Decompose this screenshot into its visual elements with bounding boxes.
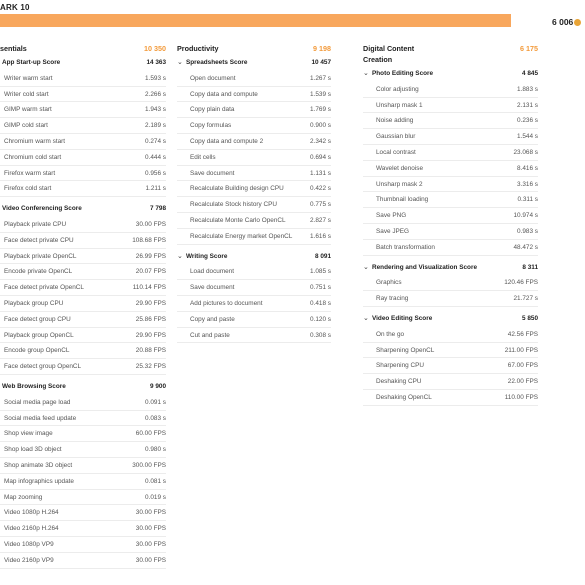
result-name: Social media page load [4,398,71,406]
result-name: Ray tracing [376,295,409,303]
result-value: 42.56 FPS [507,330,538,338]
group-score: 8 311 [522,263,538,271]
result-row [0,312,166,328]
result-name: Copy formulas [190,122,232,130]
result-name: Recalculate Energy market OpenCL [190,232,293,240]
group-title: Video Editing Score [372,314,433,322]
result-row [177,296,331,312]
result-row [363,275,538,291]
result-name: Save document [190,284,235,292]
result-row [0,521,166,537]
column-score: 6 175 [520,44,538,53]
result-value: 1.131 s [310,169,331,177]
result-name: Video 2160p H.264 [4,525,59,533]
result-row [363,82,538,98]
total-score-value: 6 006 [552,17,574,27]
group-spacer [0,375,166,378]
result-value: 30.00 FPS [135,556,166,564]
result-name: Sharpening CPU [376,362,424,370]
result-row [0,166,166,182]
result-row [0,102,166,118]
result-value: 0.956 s [145,169,166,177]
result-row [177,229,331,245]
column-header [363,43,538,54]
result-name: Shop animate 3D object [4,461,73,469]
result-row [363,374,538,390]
result-value: 67.00 FPS [507,362,538,370]
result-value: 1.267 s [310,74,331,82]
result-name: Wavelet denoise [376,164,424,172]
group-header[interactable] [363,311,538,327]
result-value: 2.827 s [310,216,331,224]
result-row [0,249,166,265]
result-name: Social media feed update [4,414,77,422]
result-name: Recalculate Monte Carlo OpenCL [190,216,286,224]
result-row [363,192,538,208]
result-value: 21.727 s [513,295,538,303]
result-row [0,426,166,442]
result-name: GIMP cold start [4,122,48,130]
result-row [0,150,166,166]
result-name: Edit cells [190,153,216,161]
result-name: Playback group CPU [4,299,64,307]
result-name: Batch transformation [376,243,435,251]
result-value: 3.316 s [517,180,538,188]
result-name: Face detect group CPU [4,315,71,323]
result-row [0,280,166,296]
result-name: Video 1080p H.264 [4,509,59,517]
result-name: Color adjusting [376,85,419,93]
result-value: 2.189 s [145,122,166,130]
result-name: Writer warm start [4,74,53,82]
result-value: 8.416 s [517,164,538,172]
result-row [363,343,538,359]
result-name: Thumbnail loading [376,196,429,204]
result-name: Open document [190,74,236,82]
result-value: 0.422 s [310,185,331,193]
column-title: sentials [0,44,27,53]
result-row [0,490,166,506]
result-name: Face detect group OpenCL [4,363,82,371]
result-row [177,197,331,213]
group-score: 5 850 [522,314,538,322]
result-row [363,390,538,406]
result-value: 0.019 s [145,493,166,501]
result-value: 120.46 FPS [504,279,538,287]
result-name: Face detect private OpenCL [4,284,84,292]
result-name: Playback private OpenCL [4,252,77,260]
result-name: Unsharp mask 2 [376,180,423,188]
group-header[interactable] [177,55,331,71]
result-row [177,118,331,134]
result-row [363,177,538,193]
result-value: 0.311 s [517,196,538,204]
progress-bar-fill [0,14,511,27]
result-value: 1.085 s [310,268,331,276]
result-row [0,296,166,312]
result-value: 20.07 FPS [135,268,166,276]
result-value: 30.00 FPS [135,509,166,517]
result-value: 0.091 s [145,398,166,406]
result-row [363,327,538,343]
result-row [363,161,538,177]
result-name: Encode private OpenCL [4,268,73,276]
column-header [0,43,166,54]
result-name: Copy data and compute 2 [190,137,264,145]
result-value: 29.90 FPS [135,299,166,307]
result-value: 0.236 s [517,117,538,125]
column-header [177,43,331,54]
group-title: Video Conferencing Score [2,205,82,213]
result-value: 0.444 s [145,153,166,161]
result-name: Copy plain data [190,106,235,114]
result-row [177,181,331,197]
group-spacer [363,256,538,259]
chevron-down-icon[interactable]: ⌄ [363,263,369,271]
result-name: Firefox cold start [4,185,52,193]
group-header [0,379,166,395]
result-name: Video 2160p VP9 [4,556,54,564]
result-name: Writer cold start [4,90,49,98]
group-score: 14 363 [146,59,166,66]
result-row [0,343,166,359]
column-title: Digital Content [363,44,415,53]
result-row [177,264,331,280]
result-value: 0.308 s [310,331,331,339]
result-name: Chromium cold start [4,153,62,161]
result-name: Video 1080p VP9 [4,540,54,548]
result-row [0,359,166,375]
chevron-down-icon[interactable]: ⌄ [177,59,183,66]
result-row [363,113,538,129]
result-value: 300.00 FPS [132,461,166,469]
group-score: 4 845 [522,70,538,77]
chevron-down-icon[interactable]: ⌄ [363,70,369,77]
result-value: 1.943 s [145,106,166,114]
column-title: Productivity [177,44,219,53]
result-value: 0.120 s [310,315,331,323]
total-score [552,17,581,27]
group-score: 10 457 [311,59,331,66]
result-name: Save JPEG [376,227,410,235]
result-row [0,553,166,569]
result-value: 48.472 s [513,243,538,251]
result-row [0,118,166,134]
group-score: 8 091 [315,252,331,260]
group-title: Spreadsheets Score [186,59,248,66]
column-score: 10 350 [144,44,166,53]
group-title: Photo Editing Score [372,70,434,77]
result-row [0,264,166,280]
result-row [0,395,166,411]
medal-icon [574,19,581,26]
result-name: Shop view image [4,430,53,438]
result-row [0,505,166,521]
result-row [363,145,538,161]
result-value: 2.131 s [517,101,538,109]
result-row [0,217,166,233]
group-spacer [0,197,166,200]
result-value: 110.00 FPS [504,393,538,401]
group-spacer [363,307,538,310]
result-value: 23.068 s [513,148,538,156]
result-name: Cut and paste [190,331,230,339]
result-row [177,150,331,166]
result-row [0,411,166,427]
result-row [363,98,538,114]
group-title: App Start-up Score [2,59,61,66]
result-row [177,328,331,344]
result-value: 25.86 FPS [135,315,166,323]
result-row [363,358,538,374]
result-name: Noise adding [376,117,414,125]
result-name: Unsharp mask 1 [376,101,423,109]
result-name: Load document [190,268,235,276]
result-row [363,208,538,224]
result-name: GIMP warm start [4,106,52,114]
result-value: 1.616 s [310,232,331,240]
result-row [0,134,166,150]
result-value: 1.544 s [517,133,538,141]
result-value: 30.00 FPS [135,540,166,548]
result-value: 0.083 s [145,414,166,422]
result-row [0,458,166,474]
group-header[interactable] [177,249,331,265]
result-value: 0.751 s [310,284,331,292]
result-name: Playback group OpenCL [4,331,74,339]
result-row [177,87,331,103]
chevron-down-icon[interactable]: ⌄ [363,314,369,322]
result-name: Gaussian blur [376,133,416,141]
result-row [363,291,538,307]
result-value: 0.694 s [310,153,331,161]
column-score: 9 198 [313,44,331,53]
result-name: Copy data and compute [190,90,258,98]
column-title-line2: Creation [363,55,393,64]
result-row [0,87,166,103]
group-title: Writing Score [186,252,228,260]
result-row [177,280,331,296]
result-row [0,233,166,249]
result-row [0,474,166,490]
result-name: Local contrast [376,148,416,156]
result-row [177,312,331,328]
result-value: 0.274 s [145,137,166,145]
result-value: 60.00 FPS [135,430,166,438]
result-name: Copy and paste [190,315,235,323]
group-header[interactable] [363,66,538,82]
result-value: 1.211 s [145,185,166,193]
result-value: 0.418 s [310,299,331,307]
results-column-essentials [0,43,166,569]
result-name: Chromium warm start [4,137,66,145]
group-score: 7 798 [150,205,166,213]
result-row [0,71,166,87]
result-row [177,102,331,118]
result-name: Map zooming [4,493,43,501]
result-value: 1.883 s [517,85,538,93]
result-value: 29.90 FPS [135,331,166,339]
result-value: 0.980 s [145,446,166,454]
result-name: Save document [190,169,235,177]
result-value: 211.00 FPS [504,346,538,354]
result-row [177,166,331,182]
result-value: 110.14 FPS [132,284,166,292]
result-row [177,71,331,87]
result-name: Encode group OpenCL [4,347,70,355]
result-name: On the go [376,330,405,338]
result-value: 25.32 FPS [135,363,166,371]
result-row [0,181,166,197]
result-name: Add pictures to document [190,299,263,307]
chevron-down-icon[interactable]: ⌄ [177,252,183,260]
results-column-digital-content-creation [363,43,538,406]
result-row [363,240,538,256]
result-value: 20.88 FPS [135,347,166,355]
result-name: Firefox warm start [4,169,56,177]
result-row [0,328,166,344]
result-value: 0.081 s [145,477,166,485]
result-name: Sharpening OpenCL [376,346,435,354]
result-value: 26.99 FPS [135,252,166,260]
group-title: Web Browsing Score [2,382,66,390]
result-value: 22.00 FPS [507,378,538,386]
result-value: 2.342 s [310,137,331,145]
result-row [0,537,166,553]
result-row [177,213,331,229]
result-value: 108.68 FPS [132,236,166,244]
group-header [0,55,166,71]
result-name: Deshaking OpenCL [376,393,432,401]
result-row [177,134,331,150]
benchmark-title: ARK 10 [0,3,30,12]
group-header[interactable] [363,260,538,276]
results-column-productivity [177,43,331,343]
column-header-line2 [363,54,538,65]
result-name: Shop load 3D object [4,446,62,454]
result-name: Graphics [376,279,402,287]
group-score: 9 900 [150,382,166,390]
group-header [0,201,166,217]
result-row [363,224,538,240]
result-name: Playback private CPU [4,220,67,228]
result-value: 0.775 s [310,201,331,209]
group-spacer [177,245,331,248]
result-value: 1.769 s [310,106,331,114]
result-value: 1.539 s [310,90,331,98]
group-title: Rendering and Visualization Score [372,263,477,271]
result-name: Map infographics update [4,477,74,485]
result-value: 2.266 s [145,90,166,98]
overall-progress-bar [0,14,547,27]
result-value: 30.00 FPS [135,220,166,228]
result-value: 10.974 s [513,212,538,220]
result-name: Recalculate Stock history CPU [190,201,278,209]
result-name: Deshaking CPU [376,378,422,386]
result-row [363,129,538,145]
result-value: 0.900 s [310,122,331,130]
result-name: Recalculate Building design CPU [190,185,284,193]
result-value: 30.00 FPS [135,525,166,533]
result-value: 0.983 s [517,227,538,235]
result-value: 1.593 s [145,74,166,82]
result-name: Save PNG [376,212,407,220]
result-name: Face detect private CPU [4,236,74,244]
result-row [0,442,166,458]
